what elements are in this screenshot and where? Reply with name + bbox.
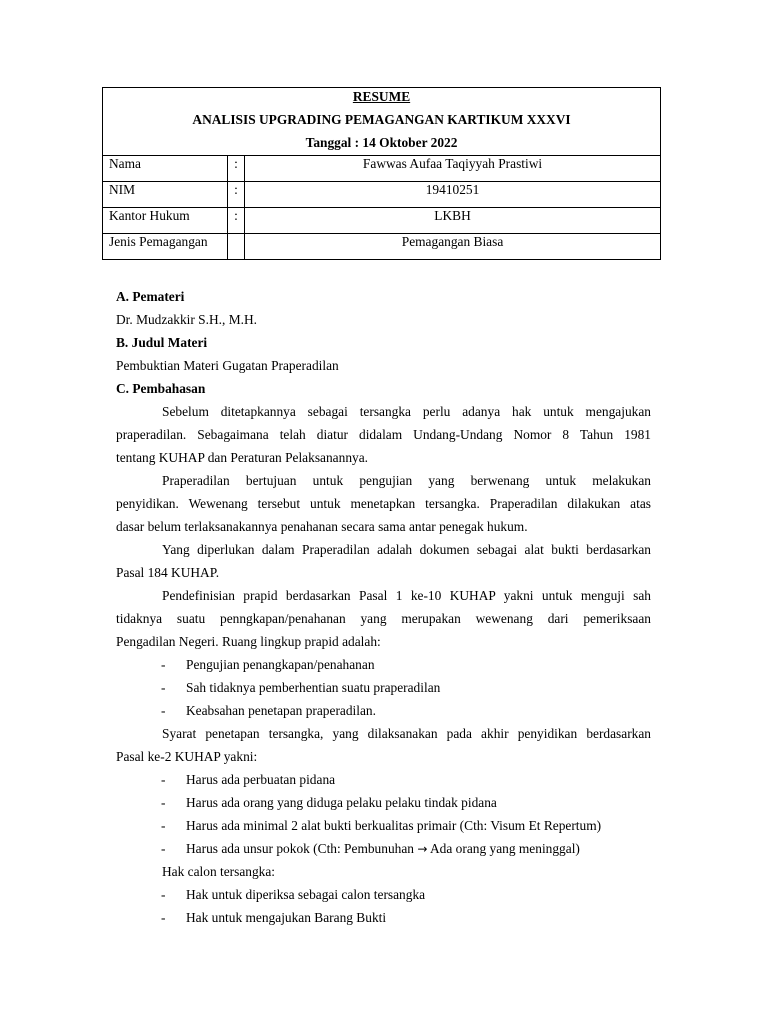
- list-item-text: Keabsahan penetapan praperadilan.: [186, 703, 376, 718]
- info-row-nim: [103, 182, 661, 208]
- bullet-dash: -: [161, 703, 166, 718]
- list-item-text: Harus ada perbuatan pidana: [186, 772, 336, 787]
- paragraph-line: Pasal ke-2 KUHAP yakni:: [116, 749, 258, 764]
- info-value: 19410251: [245, 182, 661, 208]
- bullet-dash: -: [161, 818, 166, 833]
- resume-title: RESUME: [352, 89, 411, 104]
- info-colon: :: [228, 156, 245, 182]
- title-block: [103, 88, 661, 156]
- bullet-dash: -: [161, 841, 166, 856]
- list-item: [116, 883, 651, 906]
- info-label: Nama: [103, 156, 228, 182]
- list-item: [116, 906, 651, 929]
- list-item: [116, 653, 651, 676]
- info-value: LKBH: [245, 208, 661, 234]
- list-item: [116, 768, 651, 791]
- paragraph-line: tidaknya suatu penngkapan/penahanan yang merupakan wewenang dari pemeriksaan: [116, 611, 651, 626]
- list-item-text: Pengujian penangkapan/penahanan: [186, 657, 375, 672]
- paragraph-line: Pendefinisian prapid berdasarkan Pasal 1 ke-10 KUHAP yakni untuk menguji sah: [162, 588, 651, 603]
- info-colon: :: [228, 208, 245, 234]
- info-row-jenis-pemagangan: [103, 234, 661, 260]
- document-body: [116, 285, 651, 929]
- list-item-text: Sah tidaknya pemberhentian suatu praperadilan: [186, 680, 441, 695]
- list-item: [116, 814, 651, 837]
- resume-date: Tanggal : 14 Oktober 2022: [305, 135, 458, 150]
- resume-header-table: [102, 87, 661, 260]
- bullet-dash: -: [161, 910, 166, 925]
- right-arrow-icon: →: [417, 842, 428, 856]
- paragraph-line: Sebelum ditetapkannya sebagai tersangka perlu adanya hak untuk mengajukan: [162, 404, 651, 419]
- info-colon: [228, 234, 245, 260]
- section-b-heading: B. Judul Materi: [116, 335, 208, 350]
- list-item-text: Hak untuk diperiksa sebagai calon tersangka: [186, 887, 426, 902]
- info-value: Pemagangan Biasa: [245, 234, 661, 260]
- bullet-dash: -: [161, 795, 166, 810]
- section-a-text: Dr. Mudzakkir S.H., M.H.: [116, 312, 257, 327]
- list-item-text: Harus ada minimal 2 alat bukti berkualitas primair (Cth: Visum Et Repertum): [186, 818, 602, 833]
- list-item: [116, 837, 651, 860]
- info-label: NIM: [103, 182, 228, 208]
- list-item-text: Hak untuk mengajukan Barang Bukti: [186, 910, 387, 925]
- paragraph-line: Pengadilan Negeri. Ruang lingkup prapid adalah:: [116, 634, 381, 649]
- paragraph-line: tentang KUHAP dan Peraturan Pelaksanannya.: [116, 450, 368, 465]
- paragraph-line: dasar belum terlaksanakannya penahanan secara sama antar penegak hukum.: [116, 519, 528, 534]
- info-row-kantor-hukum: [103, 208, 661, 234]
- paragraph-line: Praperadilan bertujuan untuk pengujian yang berwenang untuk melakukan: [162, 473, 651, 488]
- bullet-dash: -: [161, 887, 166, 902]
- info-row-nama: [103, 156, 661, 182]
- bullet-dash: -: [161, 680, 166, 695]
- list-item-text-part: Harus ada unsur pokok (Cth: Pembunuhan: [186, 841, 414, 856]
- paragraph-line: praperadilan. Sebagaimana telah diatur didalam Undang-Undang Nomor 8 Tahun 1981: [116, 427, 651, 442]
- section-a-heading: A. Pemateri: [116, 289, 185, 304]
- section-b-text: Pembuktian Materi Gugatan Praperadilan: [116, 358, 339, 373]
- paragraph-line: Pasal 184 KUHAP.: [116, 565, 220, 580]
- paragraph-line: penyidikan. Wewenang tersebut untuk menetapkan tersangka. Praperadilan dilakukan atas: [116, 496, 651, 511]
- bullet-dash: -: [161, 657, 166, 672]
- bullet-dash: -: [161, 772, 166, 787]
- paragraph-line: Yang diperlukan dalam Praperadilan adalah dokumen sebagai alat bukti berdasarkan: [162, 542, 651, 557]
- list-item: [116, 791, 651, 814]
- info-label: Jenis Pemagangan: [103, 234, 228, 260]
- list-item: [116, 699, 651, 722]
- list-item: [116, 676, 651, 699]
- resume-subtitle: ANALISIS UPGRADING PEMAGANGAN KARTIKUM XXXVI: [192, 112, 571, 127]
- section-c-heading: C. Pembahasan: [116, 381, 206, 396]
- paragraph-line: Syarat penetapan tersangka, yang dilaksanakan pada akhir penyidikan berdasarkan: [162, 726, 651, 741]
- info-value: Fawwas Aufaa Taqiyyah Prastiwi: [245, 156, 661, 182]
- list-item-text-part: Ada orang yang meninggal): [430, 841, 580, 856]
- paragraph-line: Hak calon tersangka:: [162, 864, 276, 879]
- info-label: Kantor Hukum: [103, 208, 228, 234]
- list-item-text: [186, 837, 580, 861]
- list-item-text: Harus ada orang yang diduga pelaku pelaku tindak pidana: [186, 795, 497, 810]
- info-colon: :: [228, 182, 245, 208]
